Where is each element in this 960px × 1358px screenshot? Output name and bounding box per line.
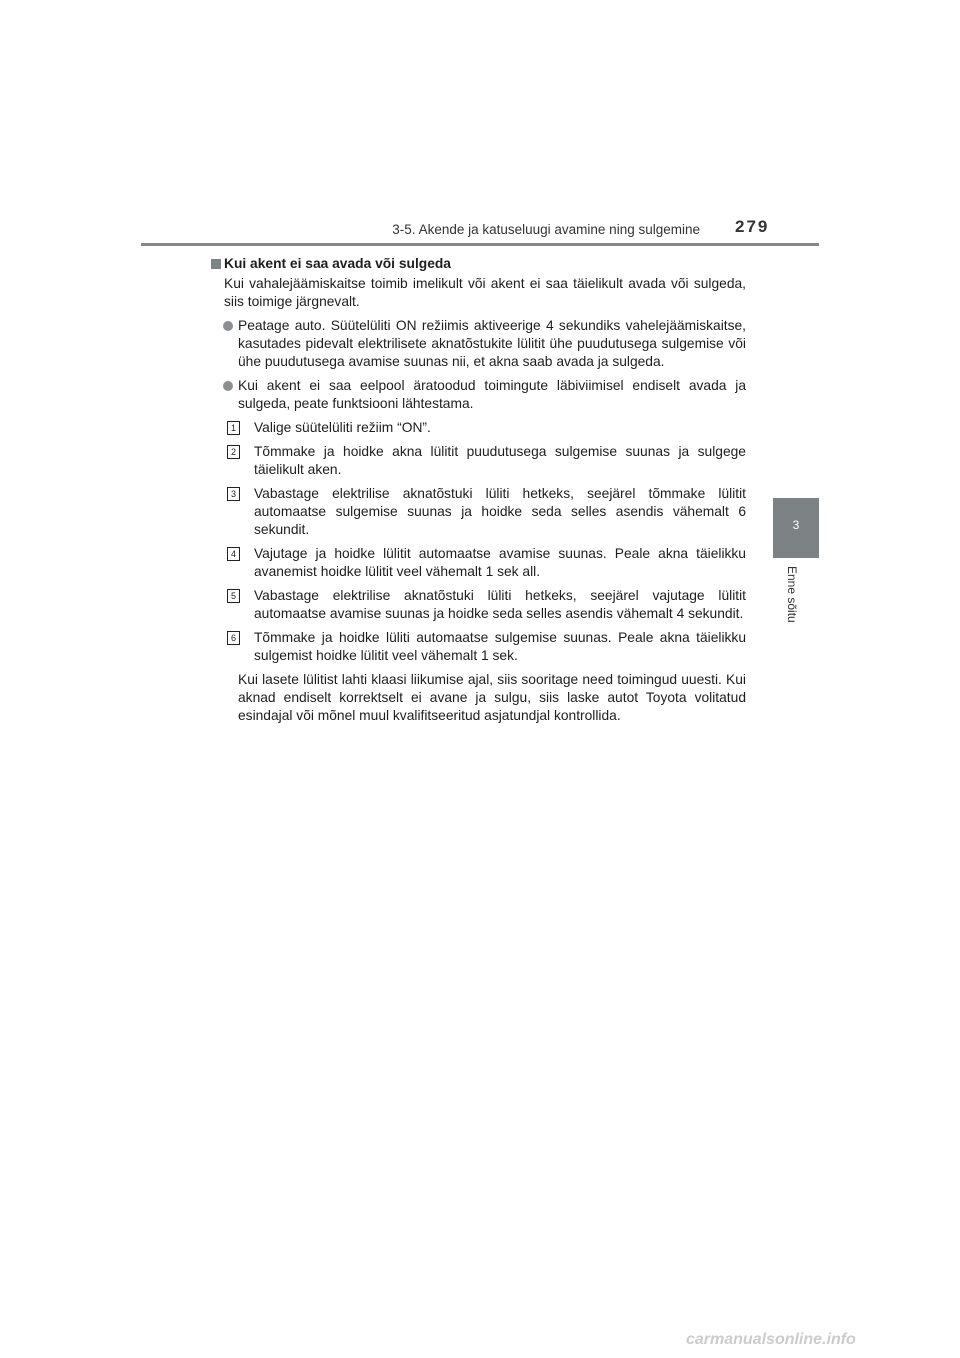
watermark-logo: carmanualsonline.info: [686, 1331, 856, 1348]
step-number: 6: [227, 631, 240, 645]
section-intro: Kui vahalejäämiskaitse toimib imelikult või akent ei saa täielikult avada või sulgeda, siis toimige järgnevalt.: [224, 276, 746, 309]
page-number: 279: [735, 217, 770, 236]
round-bullet-icon: [223, 321, 233, 331]
step-number: 2: [227, 445, 240, 459]
bullet-item: [238, 317, 746, 371]
main-content: [210, 255, 746, 725]
step-item: [227, 587, 746, 623]
step-number: 3: [227, 487, 240, 501]
step-text: Vabastage elektrilise aknatõstuki lüliti hetkeks, seejärel tõmmake lülitit automaatse sulgemise suunas ja hoidke seda selles asendis vähemalt 6 sekundit.: [254, 486, 746, 537]
step-text: Tõmmake ja hoidke lüliti automaatse sulgemise suunas. Peale akna täielikku sulgemist hoidke lülitit veel vähemalt 1 sek.: [254, 630, 746, 663]
square-bullet-icon: [211, 259, 221, 269]
section-heading: [210, 255, 746, 273]
bullet-text: Kui akent ei saa eelpool äratoodud toimingute läbiviimisel endiselt avada ja sulgeda, peate funktsiooni lähtestama.: [238, 378, 746, 411]
step-item: [227, 485, 746, 539]
step-number: 1: [227, 421, 240, 435]
step-item: [227, 419, 746, 437]
step-text: Vabastage elektrilise aknatõstuki lüliti hetkeks, seejärel vajutage lülitit automaatse avamise suunas ja hoidke seda selles asendis vähemalt 4 sekundit.: [254, 588, 746, 621]
step-text: Vajutage ja hoidke lülitit automaatse avamise suunas. Peale akna täielikku avanemist hoidke lülitit veel vähemalt 1 sek all.: [254, 546, 746, 579]
chapter-title: 3-5. Akende ja katuseluugi avamine ning sulgemine: [392, 222, 700, 237]
step-item: [227, 545, 746, 581]
step-item: [227, 629, 746, 665]
step-text: Tõmmake ja hoidke akna lülitit puudutusega sulgemise suunas ja sulgege täielikult aken.: [254, 444, 746, 477]
step-number: 4: [227, 547, 240, 561]
step-text: Valige süütelüliti režiim “ON”.: [254, 420, 431, 435]
bullet-item: [238, 377, 746, 413]
side-tab-number: 3: [792, 518, 800, 532]
closing-paragraph: Kui lasete lülitist lahti klaasi liikumise ajal, siis sooritage need toimingud uuesti. Kui aknad endiselt korrektselt ei avane ja sulgu, siis laske autot Toyota volitatud esindajal või mõnel muul kvalifitseeritud asjatundjal kontrollida.: [238, 672, 746, 723]
header-divider: [141, 243, 819, 246]
step-number: 5: [227, 589, 240, 603]
step-item: [227, 443, 746, 479]
round-bullet-icon: [223, 381, 233, 391]
side-tab-label: Enne sõitu: [785, 566, 799, 623]
bullet-text: Peatage auto. Süütelüliti ON režiimis aktiveerige 4 sekundiks vahelejäämiskaitse, kasutades pidevalt elektrilisete aknatõstukite lülitit ühe puudutusega sulgemise või ühe puudutusega avamise suunas nii, et akna saab avada ja sulgeda.: [238, 318, 746, 369]
step-list: [227, 419, 746, 665]
section-heading-text: Kui akent ei saa avada või sulgeda: [224, 256, 451, 271]
